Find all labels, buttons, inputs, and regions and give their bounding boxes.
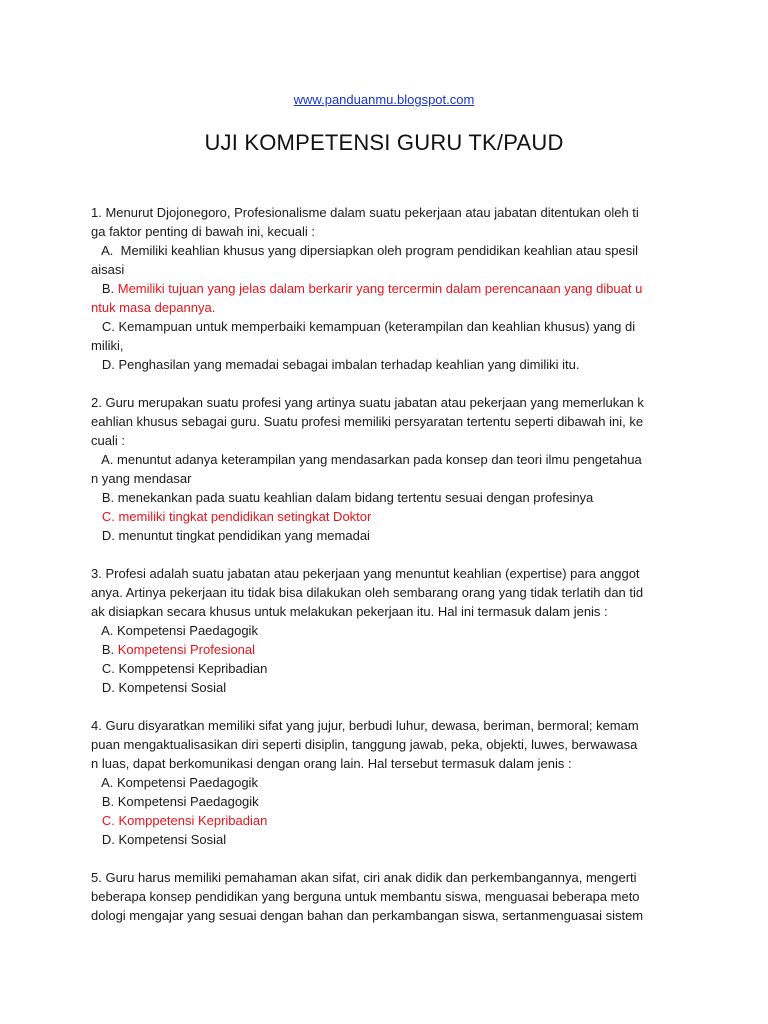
- question-2: [91, 393, 681, 545]
- answer-option-line: [91, 355, 681, 374]
- question-stem-line: cuali :: [91, 433, 125, 448]
- option-text: D. Kompetensi Sosial: [91, 832, 227, 847]
- answer-option-line: [91, 336, 681, 355]
- option-text: B. menekankan pada suatu keahlian dalam bidang tertentu sesuai dengan profesinya: [91, 490, 594, 505]
- question-stem-line: ga faktor penting di bawah ini, kecuali :: [91, 224, 316, 239]
- answer-option-line: [91, 279, 681, 298]
- question-stem-line: dologi mengajar yang sesuai dengan bahan dan perkambangan siswa, sertanmenguasai sistem: [91, 908, 644, 923]
- answer-option-line: [91, 507, 681, 526]
- option-text: C. Kemampuan untuk memperbaiki kemampuan (keterampilan dan keahlian khusus) yang di: [91, 319, 636, 334]
- question-spacer: [91, 849, 681, 868]
- question-spacer: [91, 374, 681, 393]
- correct-answer-text: C. Komppetensi Kepribadian: [91, 813, 268, 828]
- answer-option-line: [91, 526, 681, 545]
- option-text: C. Komppetensi Kepribadian: [91, 661, 268, 676]
- site-link[interactable]: www.panduanmu.blogspot.com: [293, 92, 475, 107]
- option-letter: B.: [91, 281, 118, 296]
- question-stem-line: anya. Artinya pekerjaan itu tidak bisa dilakukan oleh sembarang orang yang tidak terlatih dan tid: [91, 585, 644, 600]
- page-title: UJI KOMPETENSI GURU TK/PAUD: [204, 130, 564, 155]
- question-stem-line: 2. Guru merupakan suatu profesi yang artinya suatu jabatan atau pekerjaan yang memerlukan k: [91, 395, 644, 410]
- correct-answer-text: C. memiliki tingkat pendidikan setingkat Doktor: [91, 509, 372, 524]
- question-5: [91, 868, 681, 925]
- answer-option-line: [91, 621, 681, 640]
- question-stem-line: 4. Guru disyaratkan memiliki sifat yang jujur, berbudi luhur, dewasa, beriman, bermoral; kemam: [91, 718, 639, 733]
- option-text: A. Memiliki keahlian khusus yang dipersiapkan oleh program pendidikan keahlian atau spesil: [91, 243, 639, 258]
- question-list: [91, 203, 681, 925]
- correct-answer-text: Memiliki tujuan yang jelas dalam berkarir yang tercermin dalam perencanaan yang dibuat u: [117, 281, 643, 296]
- question-stem-line: ak disiapkan secara khusus untuk melakukan pekerjaan itu. Hal ini termasuk dalam jenis :: [91, 604, 608, 619]
- question-stem-line: 3. Profesi adalah suatu jabatan atau pekerjaan yang menuntut keahlian (expertise) para anggot: [91, 566, 640, 581]
- option-text: D. Penghasilan yang memadai sebagai imbalan terhadap keahlian yang dimiliki itu.: [91, 357, 580, 372]
- option-text: A. Kompetensi Paedagogik: [91, 623, 258, 638]
- question-3: [91, 564, 681, 697]
- answer-option-line: [91, 260, 681, 279]
- option-text: n yang mendasar: [91, 471, 192, 486]
- option-text: A. menuntut adanya keterampilan yang mendasarkan pada konsep dan teori ilmu pengetahua: [91, 452, 642, 467]
- option-text: D. Kompetensi Sosial: [91, 680, 227, 695]
- answer-option-line: [91, 830, 681, 849]
- answer-option-line: [91, 241, 681, 260]
- option-text: miliki,: [91, 338, 124, 353]
- answer-option-line: [91, 811, 681, 830]
- question-stem-line: beberapa konsep pendidikan yang berguna untuk membantu siswa, menguasai beberapa meto: [91, 889, 640, 904]
- correct-answer-text: ntuk masa depannya.: [91, 300, 216, 315]
- answer-option-line: [91, 450, 681, 469]
- answer-option-line: [91, 298, 681, 317]
- question-stem-line: 1. Menurut Djojonegoro, Profesionalisme dalam suatu pekerjaan atau jabatan ditentukan oleh ti: [91, 205, 639, 220]
- correct-answer-text: Kompetensi Profesional: [117, 642, 256, 657]
- question-spacer: [91, 697, 681, 716]
- option-text: D. menuntut tingkat pendidikan yang memadai: [91, 528, 370, 543]
- question-stem-line: 5. Guru harus memiliki pemahaman akan sifat, ciri anak didik dan perkembangannya, mengerti: [91, 870, 637, 885]
- answer-option-line: [91, 659, 681, 678]
- answer-option-line: [91, 773, 681, 792]
- answer-option-line: [91, 640, 681, 659]
- option-text: A. Kompetensi Paedagogik: [91, 775, 258, 790]
- answer-option-line: [91, 488, 681, 507]
- option-text: aisasi: [91, 262, 125, 277]
- question-stem-line: eahlian khusus sebagai guru. Suatu profesi memiliki persyaratan tertentu seperti dibawah ini, ke: [91, 414, 644, 429]
- question-4: [91, 716, 681, 849]
- question-spacer: [91, 545, 681, 564]
- option-letter: B.: [91, 642, 118, 657]
- question-stem-line: puan mengaktualisasikan diri seperti disiplin, tanggung jawab, peka, objekti, luwes, berwawasa: [91, 737, 638, 752]
- option-text: B. Kompetensi Paedagogik: [91, 794, 259, 809]
- answer-option-line: [91, 792, 681, 811]
- question-1: [91, 203, 681, 374]
- answer-option-line: [91, 469, 681, 488]
- answer-option-line: [91, 678, 681, 697]
- answer-option-line: [91, 317, 681, 336]
- question-stem-line: n luas, dapat berkomunikasi dengan orang lain. Hal tersebut termasuk dalam jenis :: [91, 756, 572, 771]
